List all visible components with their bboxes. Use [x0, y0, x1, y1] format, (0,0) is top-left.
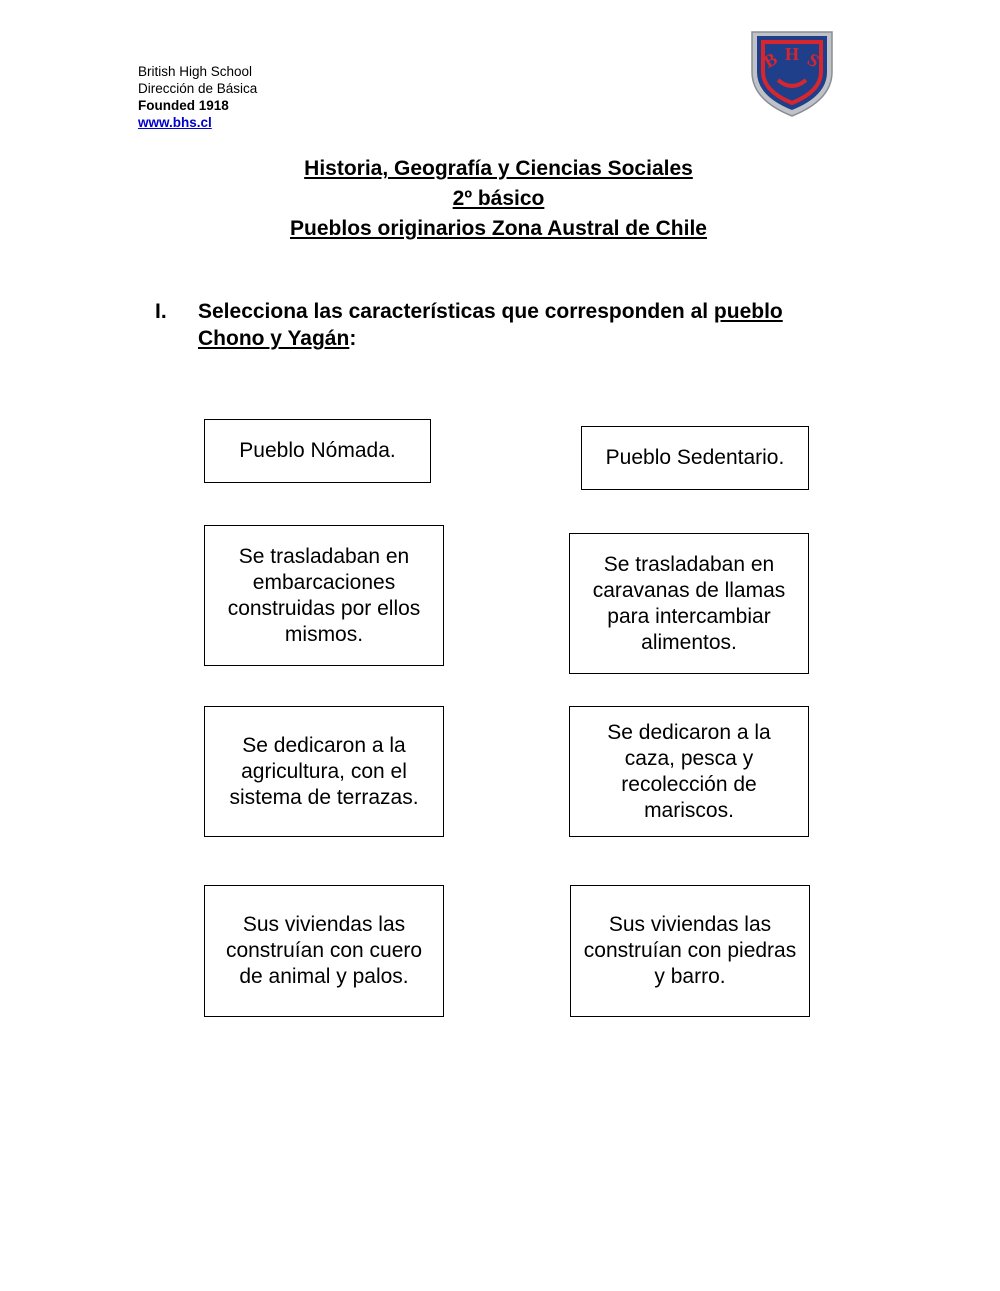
- question-numeral: I.: [155, 300, 167, 323]
- logo-letter-b: B: [760, 48, 781, 72]
- logo-letter-s: S: [804, 48, 823, 72]
- option-card-embarcaciones[interactable]: Se trasladaban en embarcaciones construidas por ellos mismos.: [204, 525, 444, 666]
- question-colon: :: [349, 327, 357, 350]
- bhs-logo: [748, 28, 836, 118]
- option-card-nomada[interactable]: Pueblo Nómada.: [204, 419, 431, 483]
- website-link[interactable]: www.bhs.cl: [138, 115, 212, 130]
- school-name: British High School: [138, 64, 253, 79]
- option-card-viviendas-piedras[interactable]: Sus viviendas las construían con piedras y barro.: [570, 885, 810, 1017]
- founded-text: Founded 1918: [138, 98, 229, 113]
- grade-title: 2º básico: [452, 187, 545, 210]
- question-instruction: [155, 298, 855, 352]
- question-text: Selecciona las características que corresponden al: [198, 300, 714, 323]
- school-header: [138, 63, 257, 131]
- question-target-peoples: pueblo Chono y Yagán: [198, 300, 783, 350]
- logo-letter-h: H: [784, 44, 800, 64]
- option-card-viviendas-cuero[interactable]: Sus viviendas las construían con cuero de animal y palos.: [204, 885, 444, 1017]
- option-card-sedentario[interactable]: Pueblo Sedentario.: [581, 426, 809, 490]
- option-card-agricultura[interactable]: Se dedicaron a la agricultura, con el sistema de terrazas.: [204, 706, 444, 837]
- option-card-caravanas[interactable]: Se trasladaban en caravanas de llamas para intercambiar alimentos.: [569, 533, 809, 674]
- subject-title: Historia, Geografía y Ciencias Sociales: [304, 157, 693, 180]
- department-name: Dirección de Básica: [138, 81, 258, 96]
- worksheet-titles: [0, 154, 997, 244]
- topic-title: Pueblos originarios Zona Austral de Chile: [290, 217, 707, 240]
- option-card-caza-pesca[interactable]: Se dedicaron a la caza, pesca y recolección de mariscos.: [569, 706, 809, 837]
